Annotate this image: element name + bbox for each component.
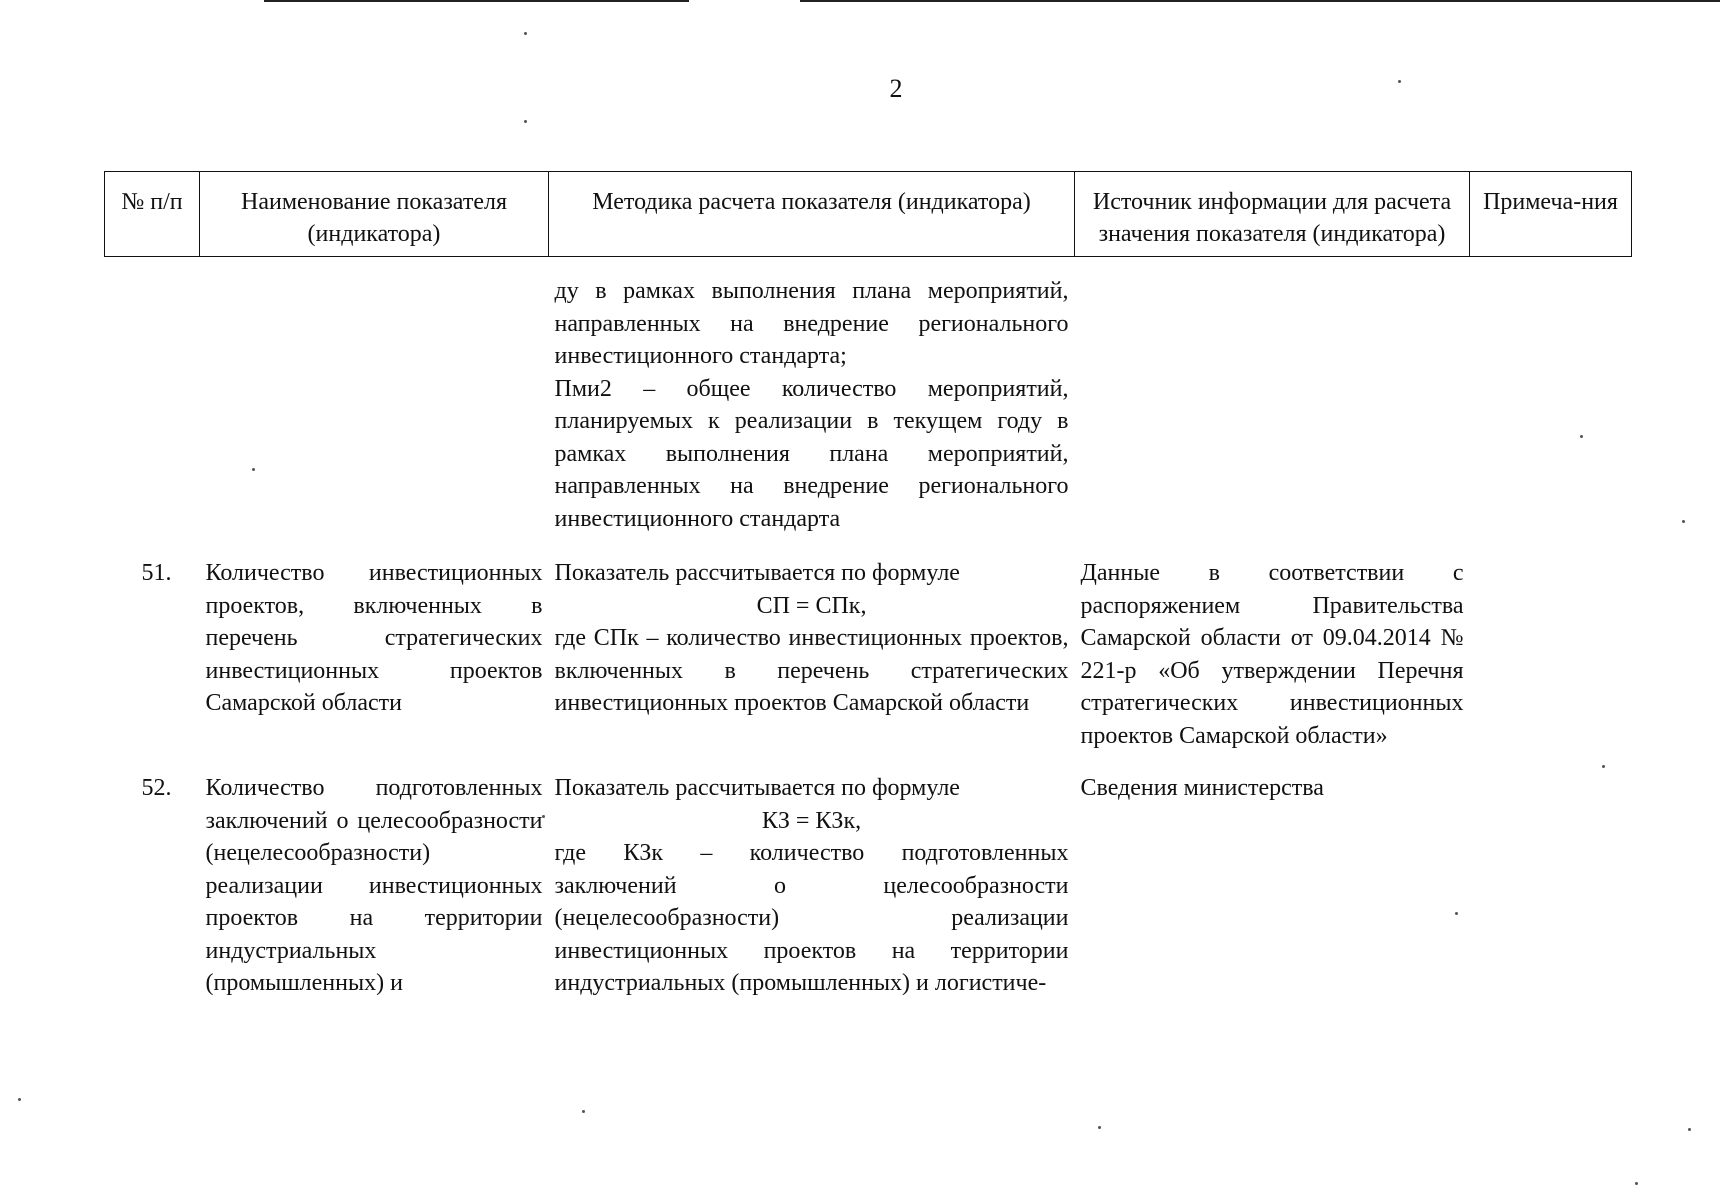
method-intro: Показатель рассчитывается по формуле <box>554 775 960 801</box>
scan-speck <box>1098 1126 1101 1129</box>
cell-number: 51. <box>141 560 172 586</box>
cell-name: Количество подготовленных заключений о целесообразности (нецелесообразности) реализации инвестиционных проектов на территории индустриальных (промышленных) и <box>205 775 543 996</box>
cell-number: 52. <box>141 775 172 801</box>
indicator-table <box>104 171 1632 1020</box>
header-notes: Примеча-ния <box>1470 172 1632 257</box>
method-paragraph: Пми2 – общее количество мероприятий, планируемых к реализации в текущем году в рамках выполнения плана мероприятий, направленных на внедрение регионального инвестиционного стандарта <box>554 375 1069 532</box>
cell-method <box>549 772 1075 1020</box>
cell-notes <box>1470 557 1632 772</box>
method-formula: СП = СПк, <box>756 592 867 619</box>
cell-name: Количество инвестиционных проектов, включенных в перечень стратегических инвестиционных проектов Самарской области <box>205 560 543 716</box>
cell-number <box>105 257 200 558</box>
cell-notes <box>1470 257 1632 558</box>
cell-name <box>200 257 549 558</box>
cell-source <box>1075 257 1470 558</box>
header-indicator-name: Наименование показателя (индикатора) <box>200 172 549 257</box>
cell-method <box>549 557 1075 772</box>
scan-speck <box>524 120 527 123</box>
cell-source: Данные в соответствии с распоряжением Правительства Самарской области от 09.04.2014 № 221-р «Об утверждении Перечня стратегических инвестиционных проектов Самарской области» <box>1080 560 1464 749</box>
method-formula: КЗ = КЗк, <box>761 807 862 834</box>
top-border-line-left <box>264 0 689 2</box>
scan-speck <box>1688 1128 1691 1131</box>
cell-method <box>549 257 1075 558</box>
cell-notes <box>1470 772 1632 1020</box>
header-number: № п/п <box>105 172 200 257</box>
method-text: где СПк – количество инвестиционных проектов, включенных в перечень стратегических инвестиционных проектов Самарской области <box>554 625 1069 716</box>
scan-speck <box>582 1110 585 1113</box>
page-number: 2 <box>889 74 903 103</box>
table-row-continuation <box>105 257 1632 558</box>
scan-speck <box>1635 1182 1638 1185</box>
scan-speck <box>524 32 527 35</box>
table-row <box>105 557 1632 772</box>
header-calculation-method: Методика расчета показателя (индикатора) <box>549 172 1075 257</box>
table-header-row <box>105 172 1632 257</box>
scan-speck <box>1682 520 1685 523</box>
top-border-line-right <box>800 0 1720 2</box>
method-text: где КЗк – количество подготовленных заключений о целесообразности (нецелесообразности) реализации инвестиционных проектов на территории индустриальных (промышленных) и логистиче- <box>554 840 1069 996</box>
cell-source: Сведения министерства <box>1080 775 1324 801</box>
method-paragraph: ду в рамках выполнения плана мероприятий, направленных на внедрение регионального инвестиционного стандарта; <box>554 278 1069 369</box>
method-intro: Показатель рассчитывается по формуле <box>554 560 960 586</box>
header-information-source: Источник информации для расчета значения показателя (индикатора) <box>1075 172 1470 257</box>
scan-speck <box>18 1098 21 1101</box>
table-row <box>105 772 1632 1020</box>
